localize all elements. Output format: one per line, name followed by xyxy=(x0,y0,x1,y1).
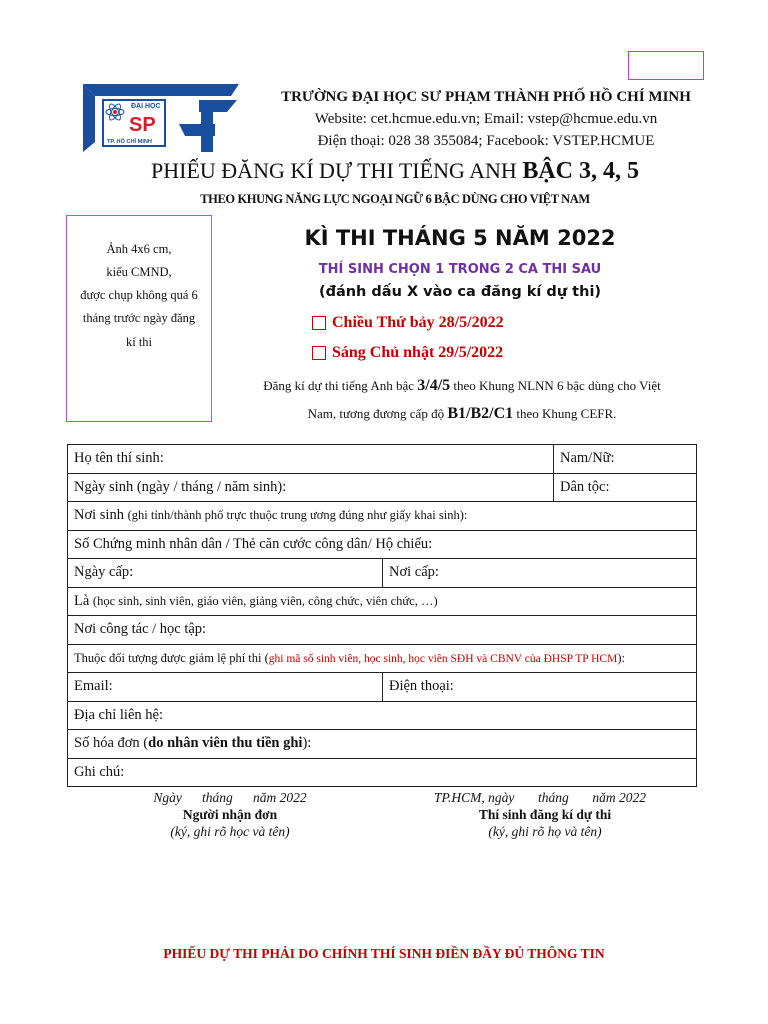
field-ethnicity[interactable]: Dân tộc: xyxy=(554,473,697,502)
field-email[interactable]: Email: xyxy=(68,673,383,702)
field-birthplace[interactable]: Nơi sinh (ghi tỉnh/thành phố trực thuộc trung ương đúng như giấy khai sinh): xyxy=(68,502,697,531)
session-saturday-checkbox[interactable] xyxy=(312,316,326,330)
exam-title: KÌ THI THÁNG 5 NĂM 2022 xyxy=(304,226,616,250)
field-occupation[interactable]: Là (học sinh, sinh viên, giáo viên, giảng viên, công chức, viên chức, …) xyxy=(68,587,697,616)
footer-notice: PHIẾU DỰ THI PHẢI DO CHÍNH THÍ SINH ĐIỀN ĐẦY ĐỦ THÔNG TIN xyxy=(163,946,605,961)
field-id-number[interactable]: Số Chứng minh nhân dân / Thẻ căn cước công dân/ Hộ chiếu: xyxy=(68,530,697,559)
field-invoice[interactable]: Số hóa đơn (do nhân viên thu tiền ghi): xyxy=(68,730,697,759)
svg-text:TP. HỒ CHÍ MINH: TP. HỒ CHÍ MINH xyxy=(107,139,152,145)
school-name: TRƯỜNG ĐẠI HỌC SƯ PHẠM THÀNH PHỐ HỒ CHÍ MINH xyxy=(281,89,691,105)
svg-text:SP: SP xyxy=(129,114,156,136)
mark-instruction: (đánh dấu X vào ca đăng kí dự thi) xyxy=(318,284,602,300)
receiver-sign-note: (ký, ghi rõ học và tên) xyxy=(170,824,290,839)
form-title: PHIẾU ĐĂNG KÍ DỰ THI TIẾNG ANH BẬC 3, 4, 5 xyxy=(151,158,639,184)
field-gender[interactable]: Nam/Nữ: xyxy=(554,445,697,474)
framework-subtitle: THEO KHUNG NĂNG LỰC NGOẠI NGỮ 6 BẬC DÙNG CHO VIỆT NAM xyxy=(200,192,590,206)
field-issue-date[interactable]: Ngày cấp: xyxy=(68,559,383,588)
field-dob[interactable]: Ngày sinh (ngày / tháng / năm sinh): xyxy=(68,473,554,502)
field-discount[interactable]: Thuộc đối tượng được giảm lệ phí thi (ghi mã số sinh viên, học sinh, học viên SĐH và CBNV của ĐHSP TP HCM): xyxy=(68,644,697,673)
session-sunday-checkbox[interactable] xyxy=(312,346,326,360)
field-phone[interactable]: Điện thoại: xyxy=(383,673,697,702)
receiver-title: Người nhận đơn xyxy=(182,807,278,822)
candidate-title: Thí sinh đăng kí dự thi xyxy=(478,807,612,822)
candidate-date: TP.HCM, ngày tháng năm 2022 xyxy=(433,790,646,805)
field-issue-place[interactable]: Nơi cấp: xyxy=(383,559,697,588)
university-logo xyxy=(81,82,241,154)
registration-number-box xyxy=(628,51,704,80)
field-address[interactable]: Địa chỉ liên hệ: xyxy=(68,701,697,730)
session-instruction: THÍ SINH CHỌN 1 TRONG 2 CA THI SAU xyxy=(318,262,602,277)
receiver-date: Ngày tháng năm 2022 xyxy=(153,790,307,805)
field-notes[interactable]: Ghi chú: xyxy=(68,758,697,787)
field-name[interactable]: Họ tên thí sinh: xyxy=(68,445,554,474)
session-saturday[interactable]: Chiều Thứ bảy 28/5/2022 xyxy=(312,314,504,332)
session-sunday[interactable]: Sáng Chủ nhật 29/5/2022 xyxy=(312,344,503,362)
photo-box: Ảnh 4x6 cm, kiểu CMND, được chụp không quá 6 tháng trước ngày đăng kí thi xyxy=(66,215,212,422)
exam-description: Đăng kí dự thi tiếng Anh bậc 3/4/5 theo Khung NLNN 6 bậc dùng cho Việt Nam, tương đương cấp độ B1/B2/C1 theo Khung CEFR. xyxy=(263,377,661,422)
svg-text:ĐẠI HỌC: ĐẠI HỌC xyxy=(131,103,161,110)
form-title-levels: BẬC 3, 4, 5 xyxy=(522,158,639,184)
contact-phone-facebook: Điện thoại: 028 38 355084; Facebook: VSTEP.HCMUE xyxy=(317,133,655,149)
candidate-sign-note: (ký, ghi rõ họ và tên) xyxy=(488,824,602,839)
candidate-info-table xyxy=(67,444,697,787)
field-workplace[interactable]: Nơi công tác / học tập: xyxy=(68,616,697,645)
contact-website-email: Website: cet.hcmue.edu.vn; Email: vstep@hcmue.edu.vn xyxy=(314,111,658,127)
